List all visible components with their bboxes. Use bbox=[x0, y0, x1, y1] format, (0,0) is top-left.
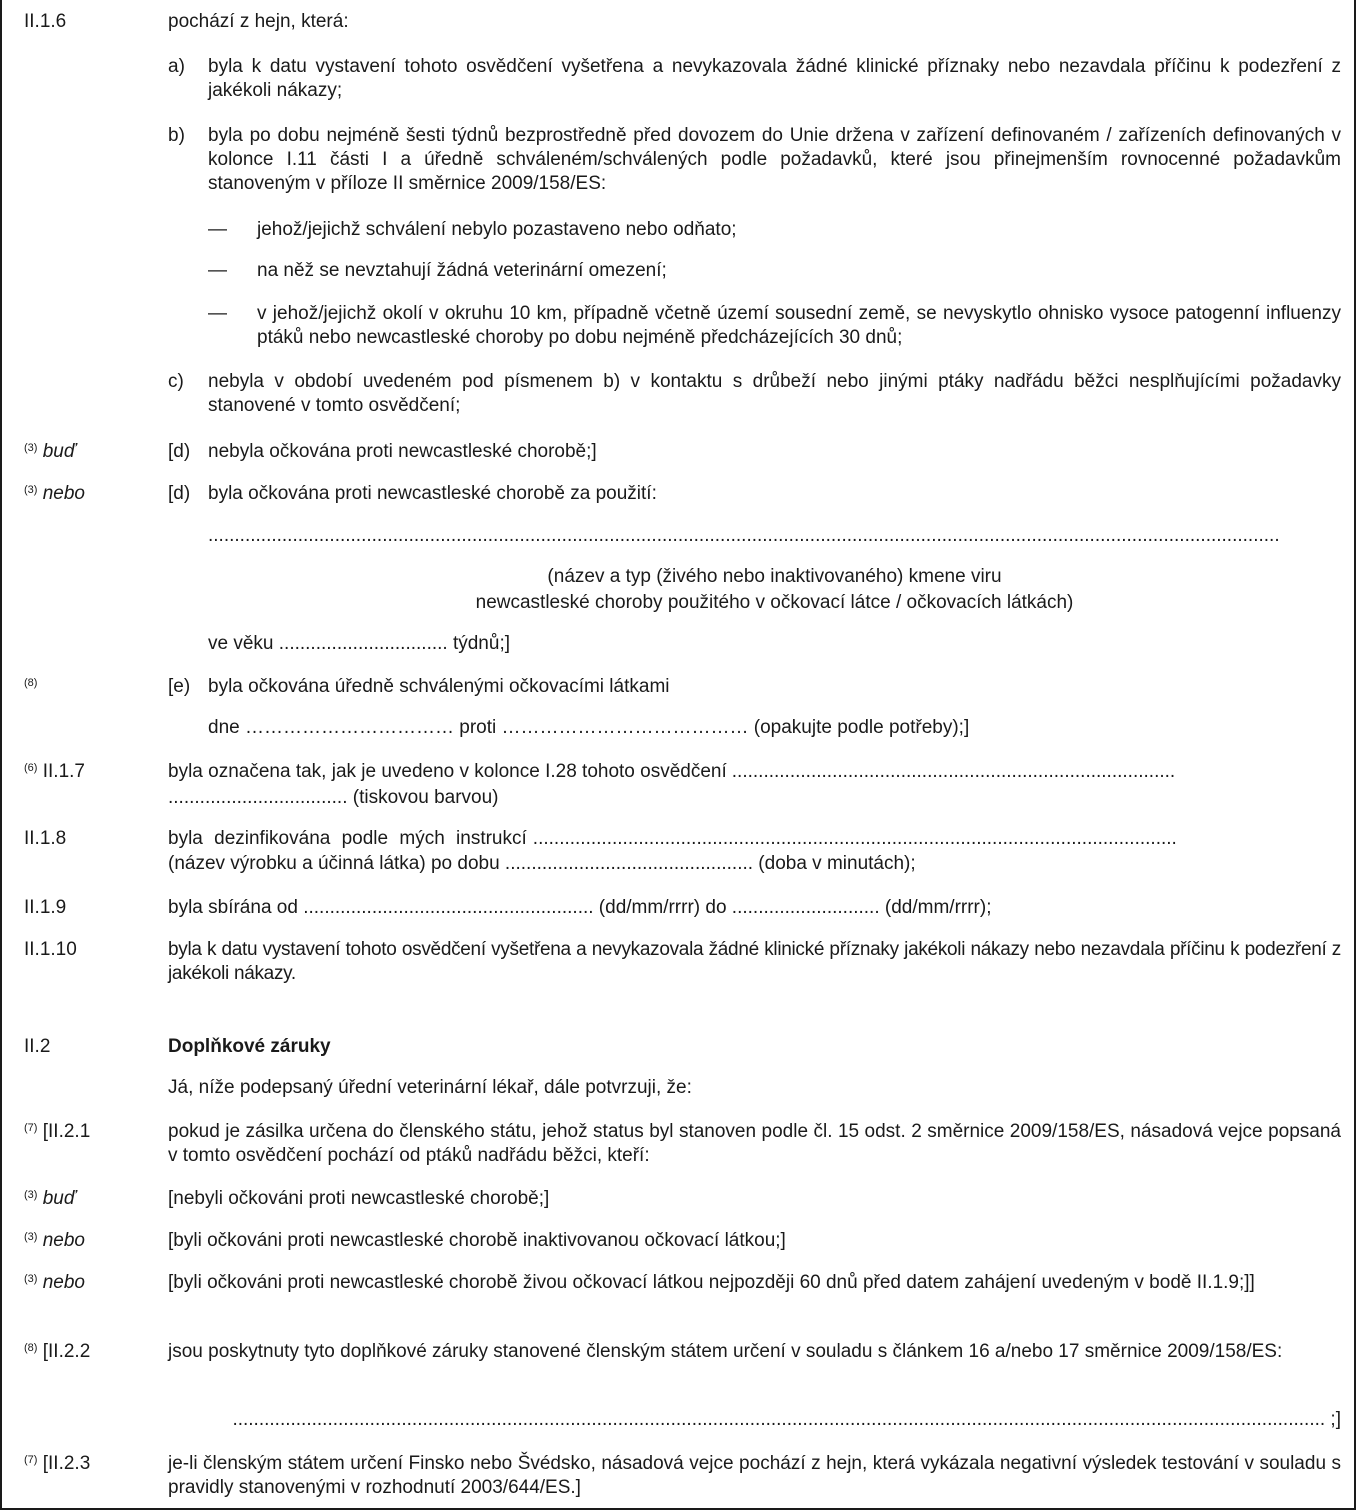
footnote-ref: (8) bbox=[24, 677, 38, 689]
date-field-line: dne …………………………… proti ………………………………… (opakujte podle potřeby);] bbox=[208, 717, 970, 738]
item-text-d-option1: nebyla očkována proti newcastleské chorobě;] bbox=[208, 441, 597, 462]
section-number: $^{(8)}$ [II.2.2 bbox=[24, 1341, 91, 1362]
section-text: pochází z hejn, která: bbox=[168, 11, 349, 32]
option-text: [byli očkováni proti newcastleské chorobě živou očkovací látkou nejpozději 60 dnů před datem zahájení uvedeným v bodě II.1.9;]] bbox=[168, 1272, 1255, 1293]
item-label-b: b) bbox=[168, 125, 185, 146]
section-number: II.1.6 bbox=[24, 11, 67, 32]
footnote-ref: $^{(3)}$ nebo bbox=[24, 1272, 86, 1293]
item-label-a: a) bbox=[168, 56, 185, 77]
item-label-d: [d) bbox=[168, 441, 191, 462]
item-text-e: byla očkována úředně schválenými očkovacími látkami bbox=[208, 676, 670, 697]
field-caption: newcastleské choroby použitého v očkovací látce / očkovacích látkách) bbox=[475, 592, 1074, 613]
fill-in-dots: ........................................................................................................................................................................................................... bbox=[208, 525, 1280, 546]
dash-mark: — bbox=[208, 303, 227, 324]
section-text: byla označena tak, jak je uvedeno v kolonce I.28 tohoto osvědčení .................................................................................... bbox=[168, 761, 1176, 782]
item-text-b: byla po dobu nejméně šesti týdnů bezprostředně před dovozem do Unie držena v zařízení definovaném / zařízeních definovaných v kolonce I.11 části I a úředně schváleném/schválených podle požadavků, které jsou přinejmenším rovnocenné požadavkům stanoveným v příloze II směrnice 2009/158/ES: bbox=[208, 125, 1341, 194]
field-caption: (název a typ (živého nebo inaktivovaného) kmene viru bbox=[547, 566, 1002, 587]
section-number: II.1.9 bbox=[24, 897, 67, 918]
section-intro: Já, níže podepsaný úřední veterinární lékař, dále potvrzuji, že: bbox=[168, 1077, 692, 1098]
footnote-ref: $^{(3)}$ buď bbox=[24, 441, 76, 462]
dash-item-text: v jehož/jejichž okolí v okruhu 10 km, případně včetně území sousední země, se nevyskytlo ohnisko vysoce patogenní influenzy ptáků nebo newcastleské choroby po dobu nejméně předcházejících 30 dnů; bbox=[257, 303, 1341, 348]
section-text: byla k datu vystavení tohoto osvědčení vyšetřena a nevykazovala žádné klinické příznaky jakékoli nákazy nebo nezavdala příčinu k podezření z jakékoli nákazy. bbox=[168, 939, 1341, 984]
item-label-c: c) bbox=[168, 371, 184, 392]
footnote-ref: $^{(3)}$ nebo bbox=[24, 483, 86, 504]
item-label-d: [d) bbox=[168, 483, 191, 504]
dash-item-text: jehož/jejichž schválení nebylo pozastaveno nebo odňato; bbox=[257, 219, 737, 240]
item-text-a: byla k datu vystavení tohoto osvědčení vyšetřena a nevykazovala žádné klinické příznaky nebo nezavdala příčinu k podezření z jakékoli nákazy; bbox=[208, 56, 1341, 101]
fill-in-dots: ............................................................................................................................................................................................................... ;] bbox=[232, 1409, 1341, 1430]
section-heading: Doplňkové záruky bbox=[168, 1036, 331, 1057]
footnote-ref: $^{(3)}$ nebo bbox=[24, 1230, 86, 1251]
section-text-line2: (název výrobku a účinná látka) po dobu ............................................... (doba v minutách); bbox=[168, 853, 916, 874]
section-text: byla sbírána od ....................................................... (dd/mm/rrrr) do ............................ (dd/mm/rrrr); bbox=[168, 897, 992, 918]
footnote-ref: $^{(3)}$ buď bbox=[24, 1188, 76, 1209]
option-text: [byli očkováni proti newcastleské chorobě inaktivovanou očkovací látkou;] bbox=[168, 1230, 786, 1251]
section-number: $^{(7)}$ [II.2.3 bbox=[24, 1453, 91, 1474]
section-text: jsou poskytnuty tyto doplňkové záruky stanovené členským státem určení v souladu s článkem 16 a/nebo 17 směrnice 2009/158/ES: bbox=[168, 1341, 1283, 1362]
section-text: byla dezinfikována podle mých instrukcí .......................................................................................................................... bbox=[168, 828, 1177, 849]
option-text: [nebyli očkováni proti newcastleské chorobě;] bbox=[168, 1188, 550, 1209]
section-text-line2: .................................. (tiskovou barvou) bbox=[168, 787, 499, 808]
dash-mark: — bbox=[208, 260, 227, 281]
item-text-d-option2: byla očkována proti newcastleské chorobě za použití: bbox=[208, 483, 657, 504]
dash-item-text: na něž se nevztahují žádná veterinární omezení; bbox=[257, 260, 667, 281]
section-number: II.1.8 bbox=[24, 828, 67, 849]
section-number: $^{(6)}$ II.1.7 bbox=[24, 761, 85, 782]
item-label-e: [e) bbox=[168, 676, 191, 697]
section-text: je-li členským státem určení Finsko nebo Švédsko, násadová vejce pochází z hejn, která vykázala negativní výsledek testování v souladu s pravidly stanovenými v rozhodnutí 2003/644/ES.] bbox=[168, 1453, 1341, 1498]
section-number: II.1.10 bbox=[24, 939, 77, 960]
section-number: $^{(7)}$ [II.2.1 bbox=[24, 1121, 91, 1142]
section-number: II.2 bbox=[24, 1036, 51, 1057]
age-field-line: ve věku ................................ týdnů;] bbox=[208, 633, 510, 654]
section-text: pokud je zásilka určena do členského státu, jehož status byl stanoven podle čl. 15 odst. 2 směrnice 2009/158/ES, násadová vejce popsaná v tomto osvědčení pochází od ptáků nadřádu běžci, kteří: bbox=[168, 1121, 1341, 1166]
dash-mark: — bbox=[208, 219, 227, 240]
item-text-c: nebyla v období uvedeném pod písmenem b) v kontaktu s drůbeží nebo jinými ptáky nadřádu běžci nesplňujícími požadavky stanovené v tomto osvědčení; bbox=[208, 371, 1341, 416]
